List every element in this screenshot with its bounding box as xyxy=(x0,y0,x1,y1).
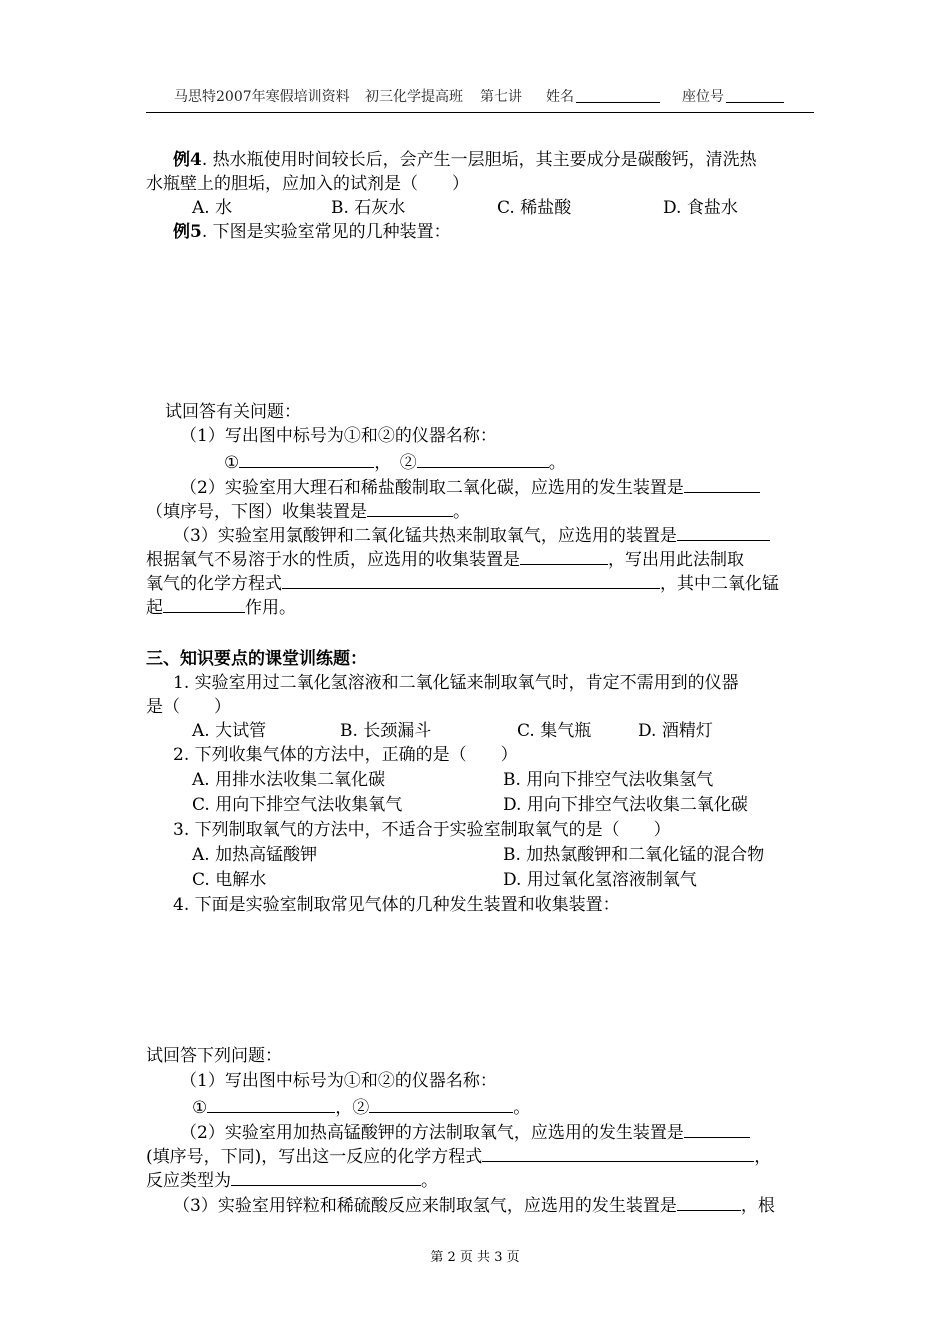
problem-4-q1-end: 。 xyxy=(513,1098,531,1118)
ex5-text: . 下图是实验室常见的几种装置： xyxy=(201,222,451,242)
ex5-q3-blank-2[interactable] xyxy=(520,546,608,565)
problem-4-q2-blank-3[interactable] xyxy=(231,1167,421,1186)
problem-3: 3. 下列制取氧气的方法中，不适合于实验室制取氧气的是（ ） xyxy=(173,820,671,840)
ex5-q1-end: 。 xyxy=(548,453,566,473)
problem-4-q1-mark-1: ① xyxy=(192,1098,208,1118)
problem-4-q1-answers xyxy=(192,1094,530,1120)
problem-3-option-d: D. 用过氧化氢溶液制氧气 xyxy=(503,870,697,890)
ex4-option-b: B. 石灰水 xyxy=(331,198,406,218)
ex5-q3-text-c2: ，其中二氧化锰 xyxy=(660,574,779,594)
ex4-option-a: A. 水 xyxy=(192,198,233,218)
ex5-q2-line-2 xyxy=(146,498,470,524)
problem-1-line-1: 1. 实验室用过二氧化氢溶液和二氧化锰来制取氧气时，肯定不需用到的仪器 xyxy=(173,673,739,693)
ex5-q2-line-1 xyxy=(180,474,760,500)
ex5-q3-blank-3[interactable] xyxy=(282,570,660,589)
problem-4-q2-text-b: (填序号，下同)，写出这一反应的化学方程式 xyxy=(146,1147,483,1167)
ex5-q1-mark-1: ① xyxy=(224,453,240,473)
problem-4-q2-text-b2: ， xyxy=(754,1147,772,1167)
ex5-q3-blank-4[interactable] xyxy=(163,594,245,613)
ex4-line-2: 水瓶壁上的胆垢，应加入的试剂是（ ） xyxy=(146,174,469,194)
name-blank[interactable] xyxy=(576,84,660,103)
ex5-q1-blank-1[interactable] xyxy=(239,449,374,468)
ex5-q1-blank-2[interactable] xyxy=(417,449,549,468)
ex5-q3-line-3 xyxy=(146,570,779,596)
problem-4-q3-text-a: （3）实验室用锌粒和稀硫酸反应来制取氢气，应选用的发生装置是 xyxy=(173,1196,677,1216)
header-name-label: 姓名 xyxy=(546,89,574,105)
ex5-q1-sep: ， ② xyxy=(374,453,417,473)
ex5-q3-text-c: 氧气的化学方程式 xyxy=(146,574,282,594)
problem-2-option-d: D. 用向下排空气法收集二氧化碳 xyxy=(503,795,748,815)
ex5-label: 例5 xyxy=(173,222,202,242)
ex5-q1-answers xyxy=(224,449,566,475)
ex4-text-1: . 热水瓶使用时间较长后，会产生一层胆垢，其主要成分是碳酸钙，清洗热 xyxy=(201,150,757,170)
ex5-line xyxy=(173,220,451,244)
seat-blank[interactable] xyxy=(726,84,784,103)
ex4-label: 例4 xyxy=(173,150,202,170)
problem-4: 4. 下面是实验室制取常见气体的几种发生装置和收集装置： xyxy=(173,895,620,915)
problem-4-q3-line-1 xyxy=(173,1192,775,1218)
problem-4-q2-line-3 xyxy=(146,1167,438,1193)
header-course: 初三化学提高班 xyxy=(365,89,463,105)
problem-3-option-a: A. 加热高锰酸钾 xyxy=(192,845,318,865)
problem-4-q1-blank-2[interactable] xyxy=(369,1094,513,1113)
header-seat-label: 座位号 xyxy=(682,89,724,105)
page-number: 第 2 页 共 3 页 xyxy=(430,1250,520,1265)
problem-4-q3-text-a2: ，根 xyxy=(740,1196,775,1216)
ex5-q2-blank-2[interactable] xyxy=(367,498,453,517)
ex4-option-c: C. 稀盐酸 xyxy=(497,198,572,218)
header-org: 马思特2007年寒假培训资料 xyxy=(174,89,350,105)
ex5-q1: （1）写出图中标号为①和②的仪器名称： xyxy=(180,426,497,446)
problem-3-option-c: C. 电解水 xyxy=(192,870,267,890)
header-divider xyxy=(146,112,814,113)
problem-1-line-2: 是（ ） xyxy=(146,697,231,717)
page-header xyxy=(146,80,811,110)
problem-4-q1-sep: ，② xyxy=(335,1098,370,1118)
problem-4-q2-line-1 xyxy=(180,1119,750,1145)
ex5-q3-line-4 xyxy=(146,594,296,620)
ex5-q2-blank-1[interactable] xyxy=(684,474,760,493)
ex5-q3-text-b2: ，写出用此法制取 xyxy=(608,550,744,570)
ex5-q3-text-a: （3）实验室用氯酸钾和二氧化锰共热来制取氧气，应选用的装置是 xyxy=(173,526,677,546)
problem-4-q2-text-a: （2）实验室用加热高锰酸钾的方法制取氧气，应选用的发生装置是 xyxy=(180,1123,684,1143)
ex4-option-d: D. 食盐水 xyxy=(663,198,738,218)
ex5-q3-text-d2: 作用。 xyxy=(245,598,296,618)
problem-3-option-b: B. 加热氯酸钾和二氧化锰的混合物 xyxy=(503,845,765,865)
problem-2-option-b: B. 用向下排空气法收集氢气 xyxy=(503,770,714,790)
problem-4-q2-blank-2[interactable] xyxy=(482,1143,754,1162)
problem-2-option-a: A. 用排水法收集二氧化碳 xyxy=(192,770,386,790)
section-3-title: 三、知识要点的课堂训练题： xyxy=(146,649,367,669)
problem-4-question-intro: 试回答下列问题： xyxy=(146,1046,282,1066)
problem-4-q2-blank-1[interactable] xyxy=(684,1119,750,1138)
ex4-line-1 xyxy=(173,148,757,172)
problem-2-option-c: C. 用向下排空气法收集氧气 xyxy=(192,795,403,815)
ex5-q3-line-2 xyxy=(146,546,744,572)
problem-4-q2-text-c2: 。 xyxy=(421,1171,438,1191)
problem-1-option-c: C. 集气瓶 xyxy=(517,721,592,741)
ex5-q3-text-b: 根据氧气不易溶于水的性质，应选用的收集装置是 xyxy=(146,550,520,570)
ex5-q3-text-d: 起 xyxy=(146,598,163,618)
header-lecture: 第七讲 xyxy=(480,89,522,105)
problem-4-q2-text-c: 反应类型为 xyxy=(146,1171,231,1191)
problem-4-q1: （1）写出图中标号为①和②的仪器名称： xyxy=(180,1071,497,1091)
ex5-q2-text-a: （2）实验室用大理石和稀盐酸制取二氧化碳，应选用的发生装置是 xyxy=(180,478,684,498)
problem-1-option-a: A. 大试管 xyxy=(192,721,267,741)
ex5-q3-line-1 xyxy=(173,522,770,548)
problem-1-option-b: B. 长颈漏斗 xyxy=(340,721,432,741)
ex5-question-intro: 试回答有关问题： xyxy=(165,402,301,422)
ex5-q2-text-b: （填序号，下图）收集装置是 xyxy=(146,502,367,522)
problem-4-q1-blank-1[interactable] xyxy=(207,1094,335,1113)
ex5-q3-blank-1[interactable] xyxy=(677,522,770,541)
problem-2: 2. 下列收集气体的方法中，正确的是（ ） xyxy=(173,745,518,765)
ex5-q2-end: 。 xyxy=(453,502,470,522)
problem-1-option-d: D. 酒精灯 xyxy=(638,721,713,741)
problem-4-q3-blank-1[interactable] xyxy=(677,1192,741,1211)
problem-4-q2-line-2 xyxy=(146,1143,771,1169)
